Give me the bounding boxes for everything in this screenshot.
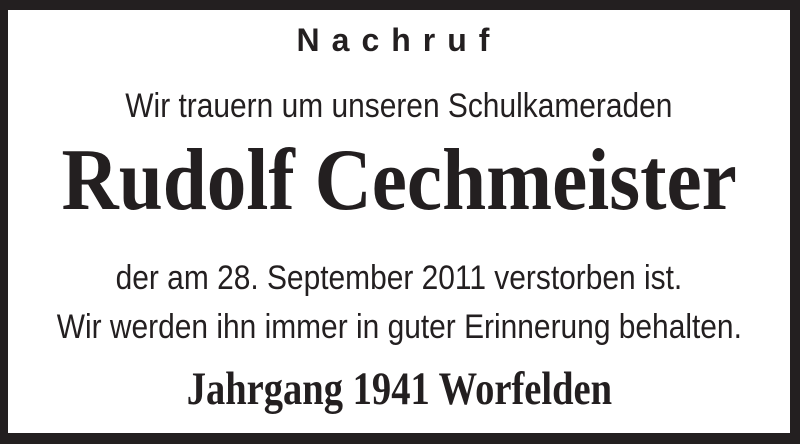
death-date-text: der am 28. September 2011 verstorben ist. <box>115 259 683 297</box>
notice-heading <box>8 24 790 56</box>
notice-heading-text: Nachruf <box>296 22 502 58</box>
deceased-name-text: Rudolf Cechmeister <box>61 132 737 229</box>
memory-line-text: Wir werden ihn immer in guter Erinnerung behalten. <box>56 308 742 346</box>
notice-card <box>8 10 790 433</box>
memory-line <box>8 310 790 344</box>
death-date-line <box>8 261 790 295</box>
notice-footer <box>8 363 790 415</box>
deceased-name <box>8 132 790 229</box>
notice-footer-text: Jahrgang 1941 Worfelden <box>186 363 612 415</box>
notice-intro-text: Wir trauern um unseren Schulkameraden <box>125 87 673 125</box>
notice-intro <box>8 89 790 123</box>
